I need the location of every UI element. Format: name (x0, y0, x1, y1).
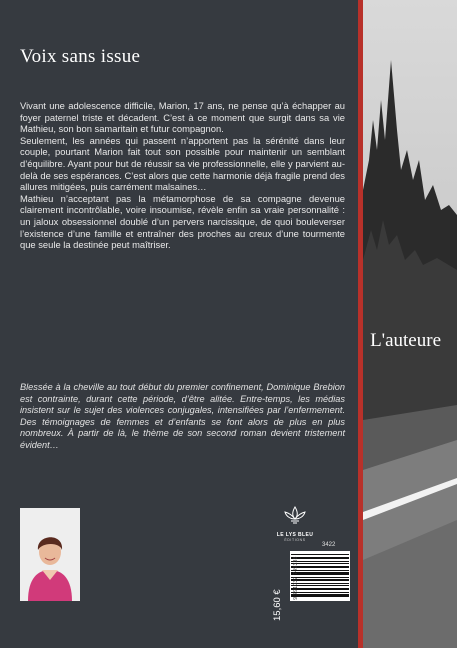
author-heading: L'auteure (370, 330, 441, 351)
barcode-number: 9 791037 749338 (293, 556, 299, 600)
synopsis-paragraph: Seulement, les années qui passent n’apportent pas la sérénité dans leur couple, pourtant Marion fait tout son possible pour maintenir un semblant d’équilibre. Ayant pour but de réussir sa vie professionnelle, elle y parvient au-delà de ses espérances. C’est alors que cette harmonie déjà fragile prend des allures mitigées, puis carrément malsaines… (20, 134, 345, 193)
synopsis-paragraph: Vivant une adolescence difficile, Marion, 17 ans, ne pense qu’à échapper au foyer paternel triste et décadent. C’est à ce moment que surgit dans sa vie Mathieu, son bon samaritain et futur compagnon. (20, 100, 345, 135)
road-photo (363, 0, 457, 648)
synopsis-paragraph: Mathieu n’acceptant pas la métamorphose de sa compagne devenue clairement incontrôlable, voire insoumise, révèle enfin sa vraie personnalité : un jaloux obsessionnel doublé d’un pervers narcissique, de quoi bouleverser l’existence d’une famille et entraîner des proches au creux d’une tourmente que seule la destinée peut maîtriser. (20, 192, 345, 251)
publisher-tagline: ÉDITIONS (284, 538, 306, 542)
publisher-logo (272, 506, 318, 542)
price: 15,60 € (272, 589, 283, 621)
book-title: Voix sans issue (20, 46, 141, 67)
synopsis (20, 100, 345, 251)
author-bio: Blessée à la cheville au tout début du premier confinement, Dominique Brebion est contrainte, durant cette période, d’être alitée. Entre-temps, les médias insistent sur le sujet des violences conjugales, intensifiées par l’enfermement. Des témoignages de femmes et d’enfants se font alors de plus en plus nombreux. À partir de là, le thème de son second roman devient tristement évident… (20, 382, 345, 450)
author-photo (20, 508, 80, 601)
lily-icon (284, 506, 306, 526)
publisher-name: LE LYS BLEU (276, 532, 314, 538)
product-code: 3422 (322, 542, 336, 548)
